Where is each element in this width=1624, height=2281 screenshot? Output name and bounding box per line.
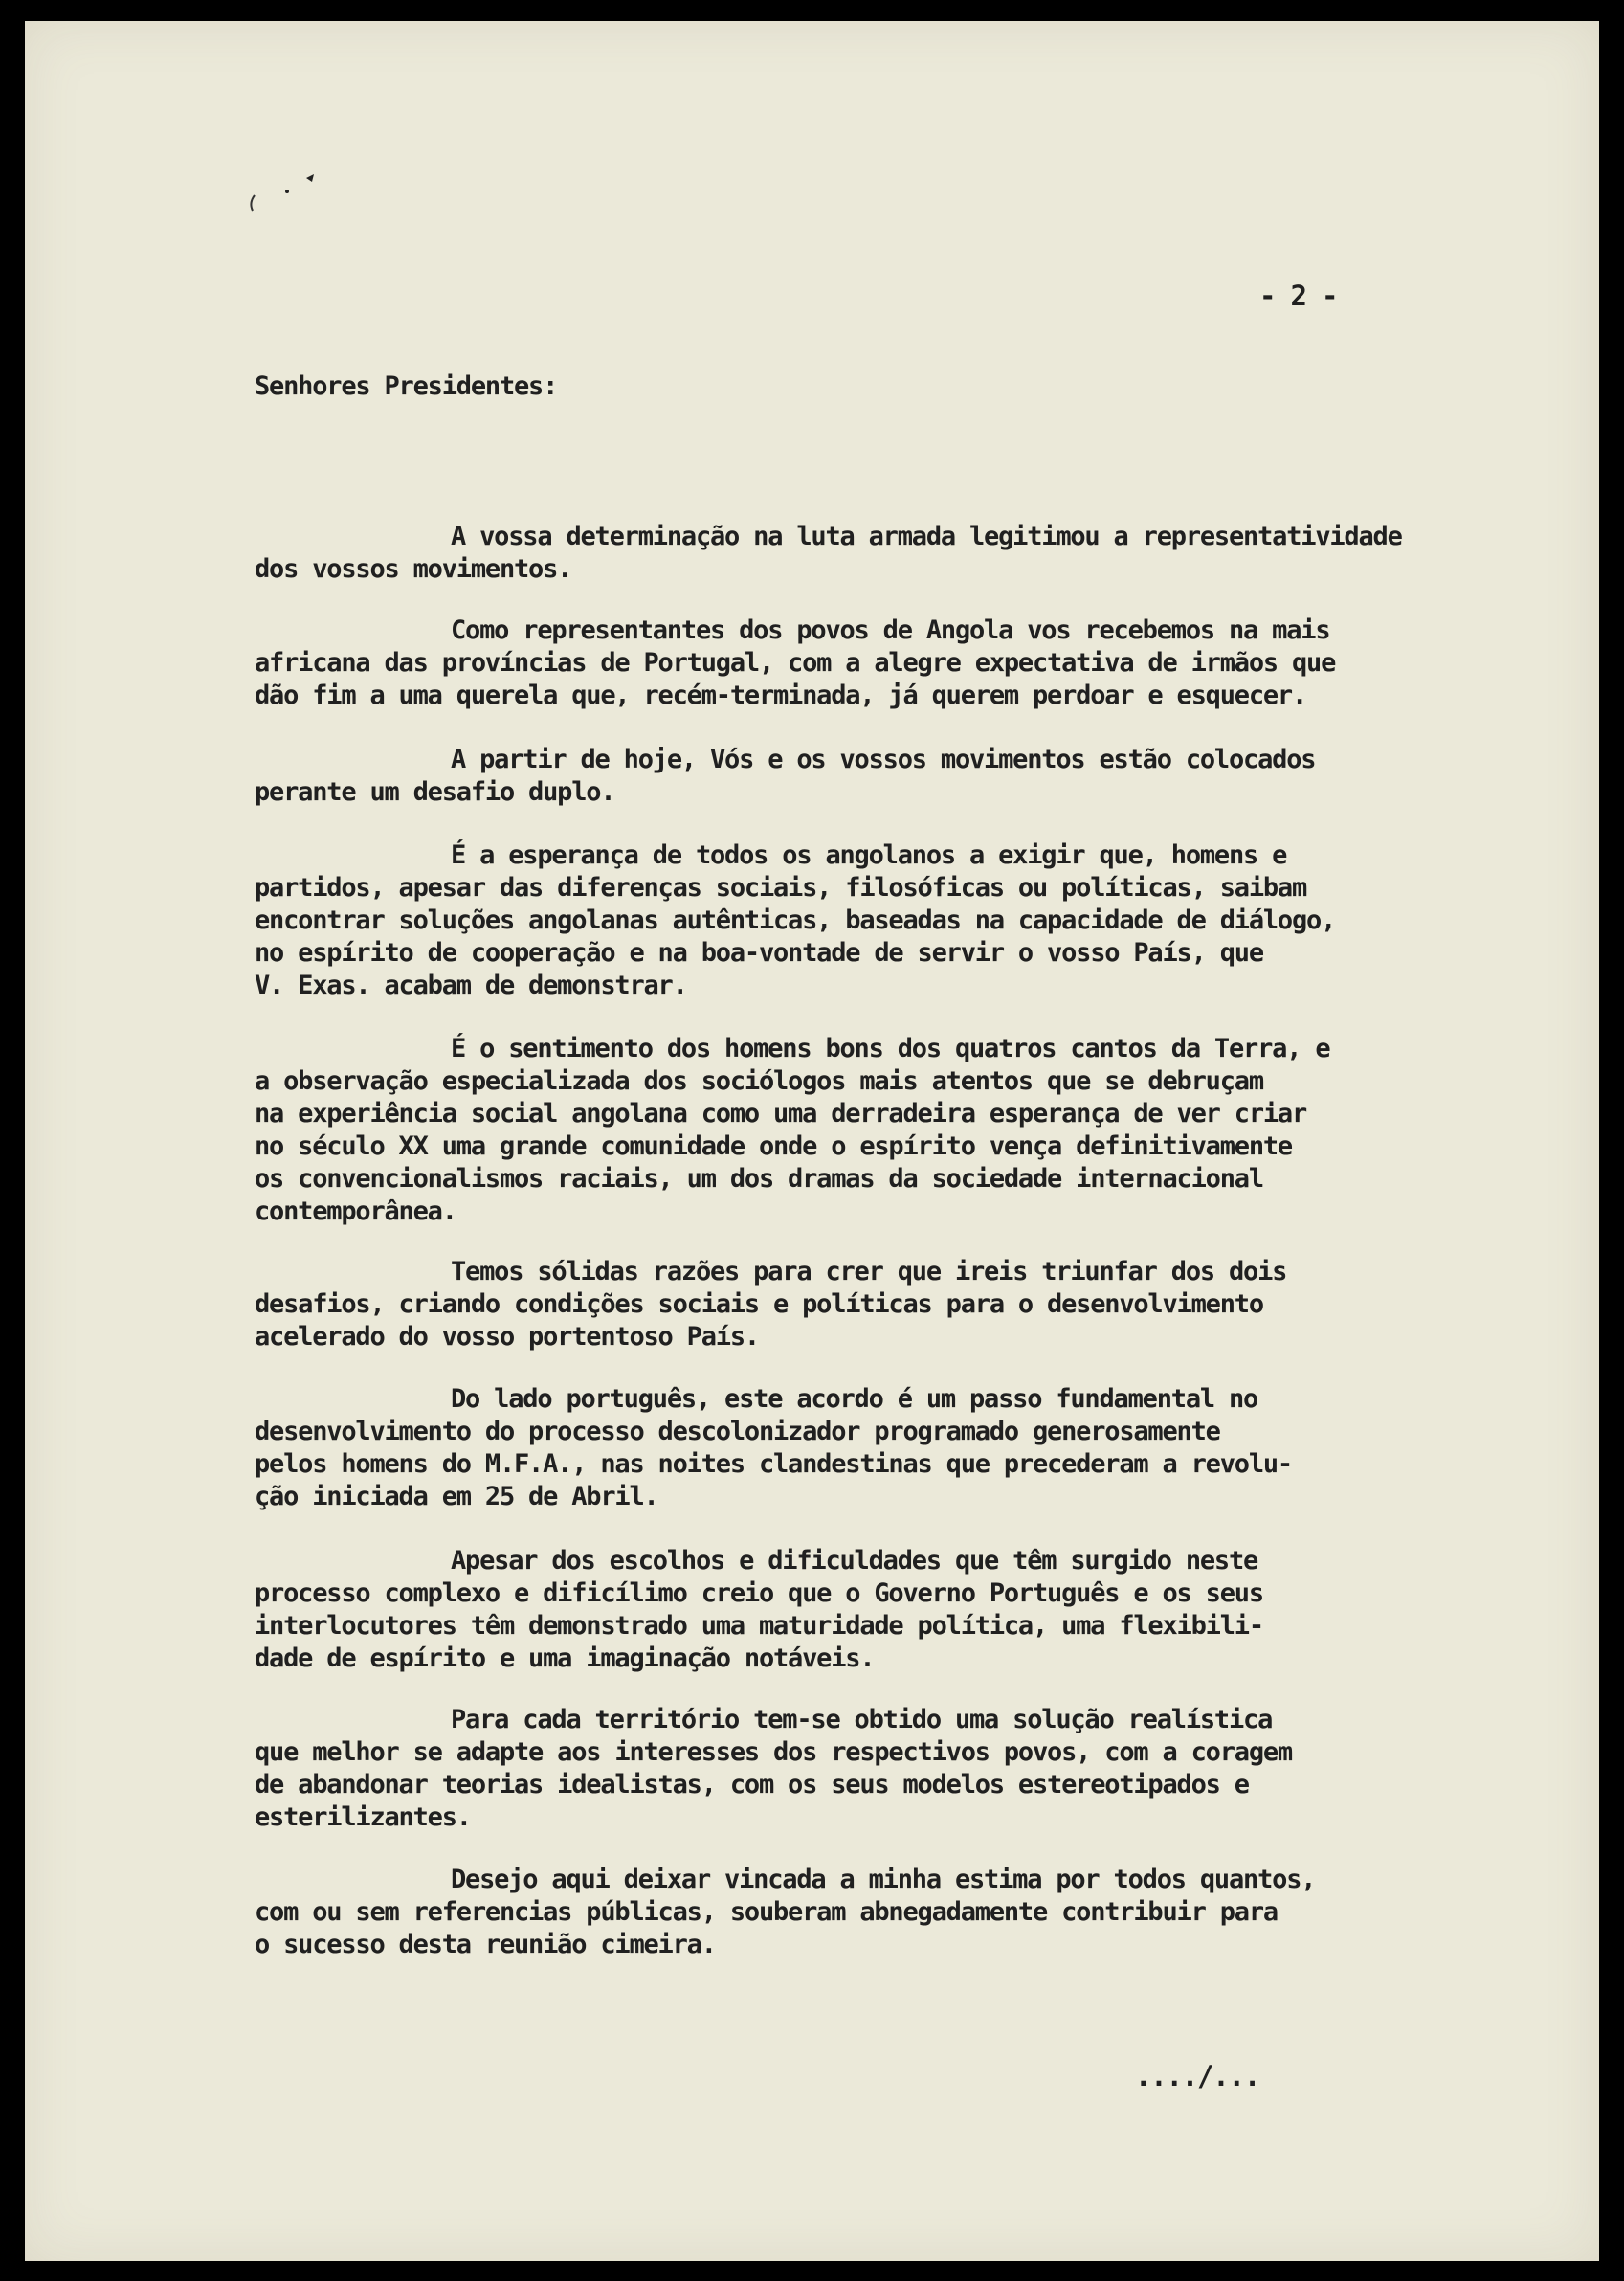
text-line: na experiência social angolana como uma derradeira esperança de ver criar: [255, 1099, 1307, 1129]
text-line: interlocutores têm demonstrado uma maturidade política, uma flexibili-: [255, 1611, 1263, 1641]
text-line: Temos sólidas razões para crer que ireis triunfar dos dois: [451, 1257, 1287, 1286]
text-line: no espírito de cooperação e na boa-vontade de servir o vosso País, que: [255, 938, 1263, 968]
text-line: A partir de hoje, Vós e os vossos movimentos estão colocados: [451, 745, 1316, 774]
text-line: Desejo aqui deixar vincada a minha estima por todos quantos,: [451, 1865, 1316, 1894]
text-line: Para cada território tem-se obtido uma solução realística: [451, 1705, 1273, 1734]
text-line: de abandonar teorias idealistas, com os seus modelos estereotipados e: [255, 1770, 1249, 1800]
continuation-mark: ..../...: [1135, 2060, 1260, 2092]
text-line: dade de espírito e uma imaginação notáveis.: [255, 1644, 875, 1673]
paragraph: [255, 615, 1537, 712]
text-line: esterilizantes.: [255, 1802, 471, 1832]
paragraph: [255, 1033, 1537, 1228]
ink-mark: [232, 167, 318, 224]
text-line: no século XX uma grande comunidade onde o espírito vença definitivamente: [255, 1131, 1292, 1161]
text-line: partidos, apesar das diferenças sociais, filosóficas ou políticas, saibam: [255, 873, 1307, 903]
text-line: Apesar dos escolhos e dificuldades que têm surgido neste: [451, 1546, 1258, 1576]
paragraph: [255, 1704, 1537, 1834]
salutation: Senhores Presidentes:: [255, 371, 558, 401]
text-line: africana das províncias de Portugal, com a alegre expectativa de irmãos que: [255, 648, 1336, 678]
text-line: perante um desafio duplo.: [255, 777, 615, 807]
text-line: Como representantes dos povos de Angola vos recebemos na mais: [451, 615, 1330, 645]
text-line: contemporânea.: [255, 1196, 456, 1226]
text-line: encontrar soluções angolanas autênticas, baseadas na capacidade de diálogo,: [255, 906, 1336, 935]
paragraph: [255, 1545, 1537, 1675]
text-line: ção iniciada em 25 de Abril.: [255, 1482, 658, 1511]
page-number: - 2 -: [1259, 280, 1338, 312]
text-line: a observação especializada dos sociólogos mais atentos que se debruçam: [255, 1066, 1263, 1096]
text-line: processo complexo e dificílimo creio que o Governo Português e os seus: [255, 1578, 1263, 1608]
text-line: A vossa determinação na luta armada legitimou a representatividade: [451, 522, 1402, 551]
paragraph: [255, 521, 1537, 586]
text-line: pelos homens do M.F.A., nas noites clandestinas que precederam a revolu-: [255, 1449, 1292, 1479]
text-line: que melhor se adapte aos interesses dos respectivos povos, com a coragem: [255, 1737, 1292, 1767]
paragraph: [255, 839, 1537, 1002]
text-line: V. Exas. acabam de demonstrar.: [255, 971, 687, 1000]
text-line: dão fim a uma querela que, recém-terminada, já querem perdoar e esquecer.: [255, 681, 1307, 710]
paragraph: [255, 1256, 1537, 1353]
text-line: É a esperança de todos os angolanos a exigir que, homens e: [451, 840, 1287, 870]
paragraph: [255, 1383, 1537, 1513]
text-line: com ou sem referencias públicas, souberam abnegadamente contribuir para: [255, 1897, 1278, 1927]
text-line: desafios, criando condições sociais e políticas para o desenvolvimento: [255, 1289, 1263, 1319]
paragraph: [255, 744, 1537, 809]
text-line: desenvolvimento do processo descolonizador programado generosamente: [255, 1417, 1220, 1446]
text-line: o sucesso desta reunião cimeira.: [255, 1930, 716, 1959]
text-line: acelerado do vosso portentoso País.: [255, 1322, 759, 1352]
text-line: Do lado português, este acordo é um passo fundamental no: [451, 1384, 1258, 1414]
text-line: É o sentimento dos homens bons dos quatros cantos da Terra, e: [451, 1034, 1330, 1063]
typewritten-page: [25, 21, 1599, 2261]
text-line: dos vossos movimentos.: [255, 554, 572, 584]
text-line: os convencionalismos raciais, um dos dramas da sociedade internacional: [255, 1164, 1263, 1194]
paragraph: [255, 1864, 1537, 1961]
